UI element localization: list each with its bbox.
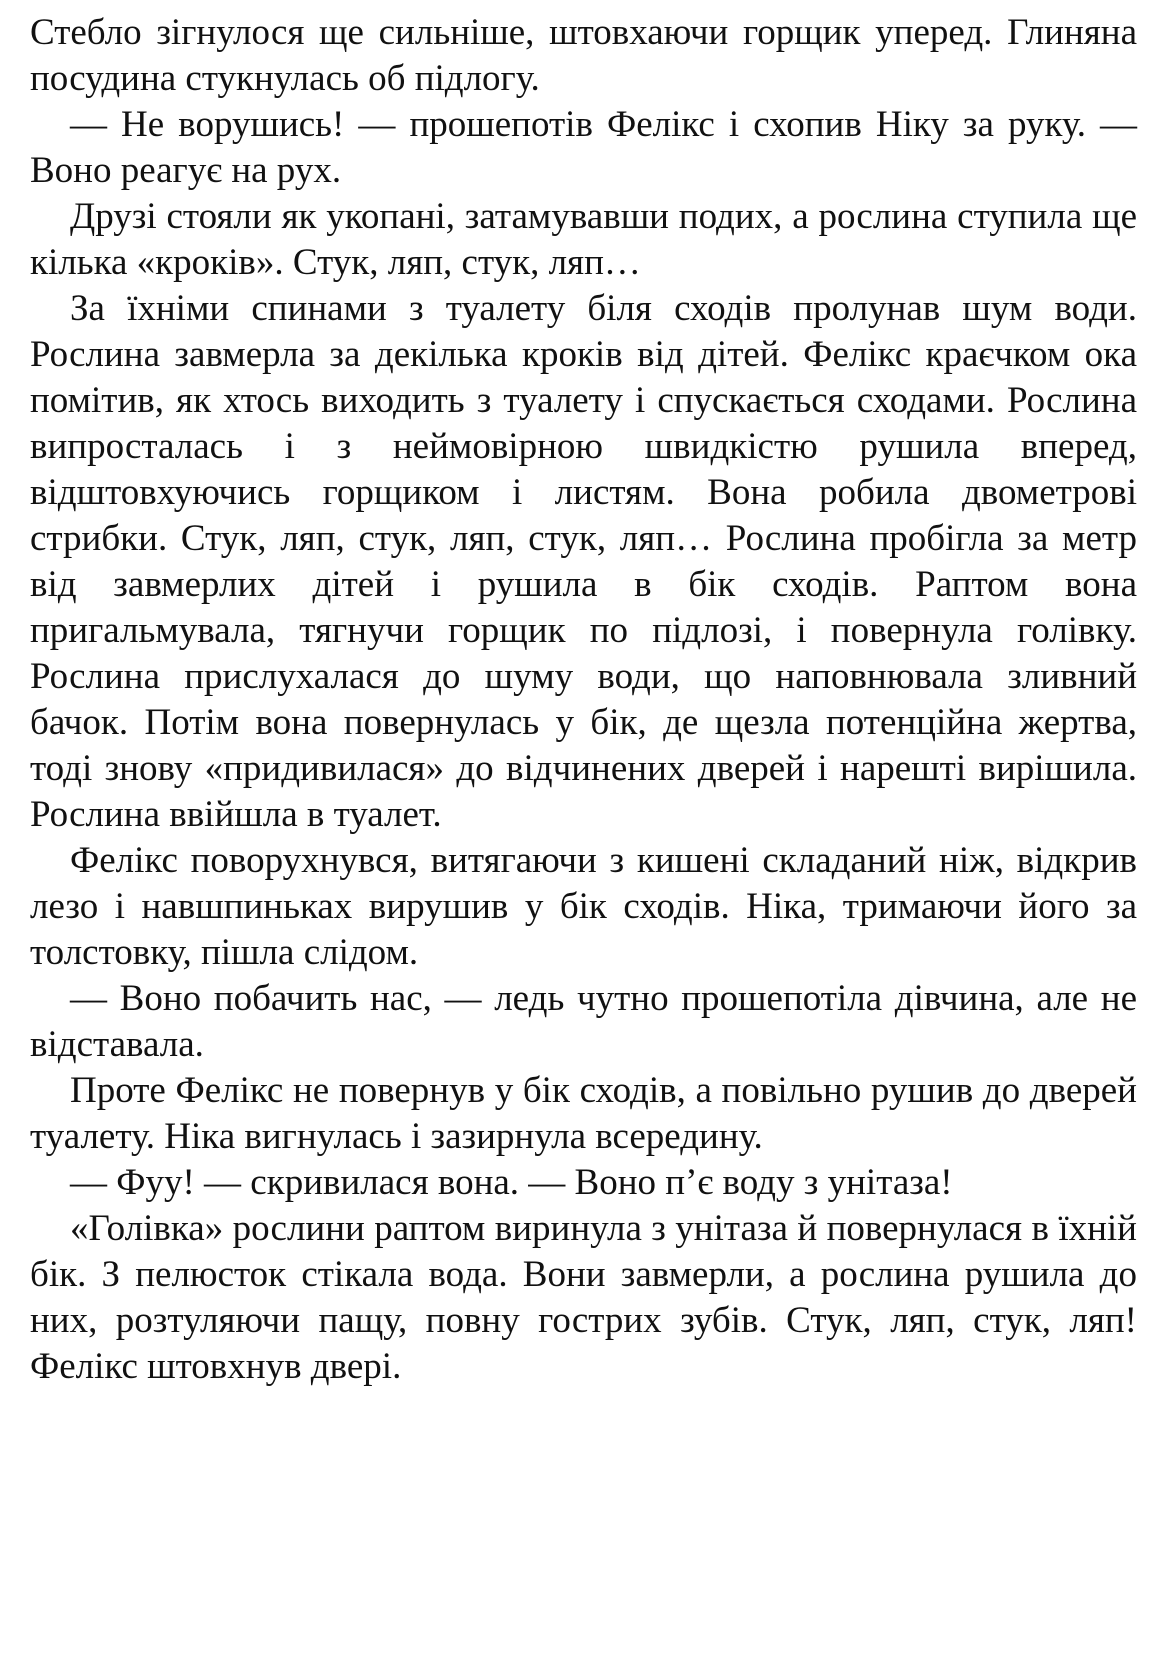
- paragraph-2: — Не ворушись! — прошепотів Фелікс і схопив Ніку за руку. — Воно реагує на рух.: [30, 104, 1137, 191]
- paragraph-8: — Фуу! — скривилася вона. — Воно п’є воду з унітаза!: [70, 1162, 953, 1203]
- page-body: [30, 10, 1137, 1390]
- paragraph-5: Фелікс поворухнувся, витягаючи з кишені складаний ніж, відкрив лезо і навшпиньках вирушив у бік сходів. Ніка, тримаючи його за толстовку, пішла слідом.: [30, 840, 1137, 973]
- paragraph-3: Друзі стояли як укопані, затамувавши подих, а рослина ступила ще кілька «кроків». Стук, ляп, стук, ляп…: [30, 196, 1137, 283]
- paragraph-4: За їхніми спинами з туалету біля сходів пролунав шум води. Рослина завмерла за декілька кроків від дітей. Фелікс краєчком ока помітив, як хтось виходить з туалету і спускається сходами. Рослина випросталась і з неймовірною швидкістю рушила вперед, відштовхуючись горщиком і листям. Вона робила двометрові стрибки. Стук, ляп, стук, ляп, стук, ляп… Рослина пробігла за метр від завмерлих дітей і рушила в бік сходів. Раптом вона пригальмувала, тягнучи горщик по підлозі, і повернула голівку. Рослина прислухалася до шуму води, що наповнювала зливний бачок. Потім вона повернулась у бік, де щезла потенційна жертва, тоді знову «придивилася» до відчинених дверей і нарешті вирішила. Рослина ввійшла в туалет.: [30, 288, 1137, 835]
- paragraph-1: Стебло зігнулося ще сильніше, штовхаючи горщик уперед. Глиняна посудина стукнулась об підлогу.: [30, 12, 1137, 99]
- paragraph-9: «Голівка» рослини раптом виринула з унітаза й повернулася в їхній бік. З пелюсток стікала вода. Вони завмерли, а рослина рушила до них, розтуляючи пащу, повну гострих зубів. Стук, ляп, стук, ляп! Фелікс штовхнув двері.: [30, 1208, 1137, 1387]
- paragraph-7: Проте Фелікс не повернув у бік сходів, а повільно рушив до дверей туалету. Ніка вигнулась і зазирнула всередину.: [30, 1070, 1137, 1157]
- paragraph-6: — Воно побачить нас, — ледь чутно прошепотіла дівчина, але не відставала.: [30, 978, 1137, 1065]
